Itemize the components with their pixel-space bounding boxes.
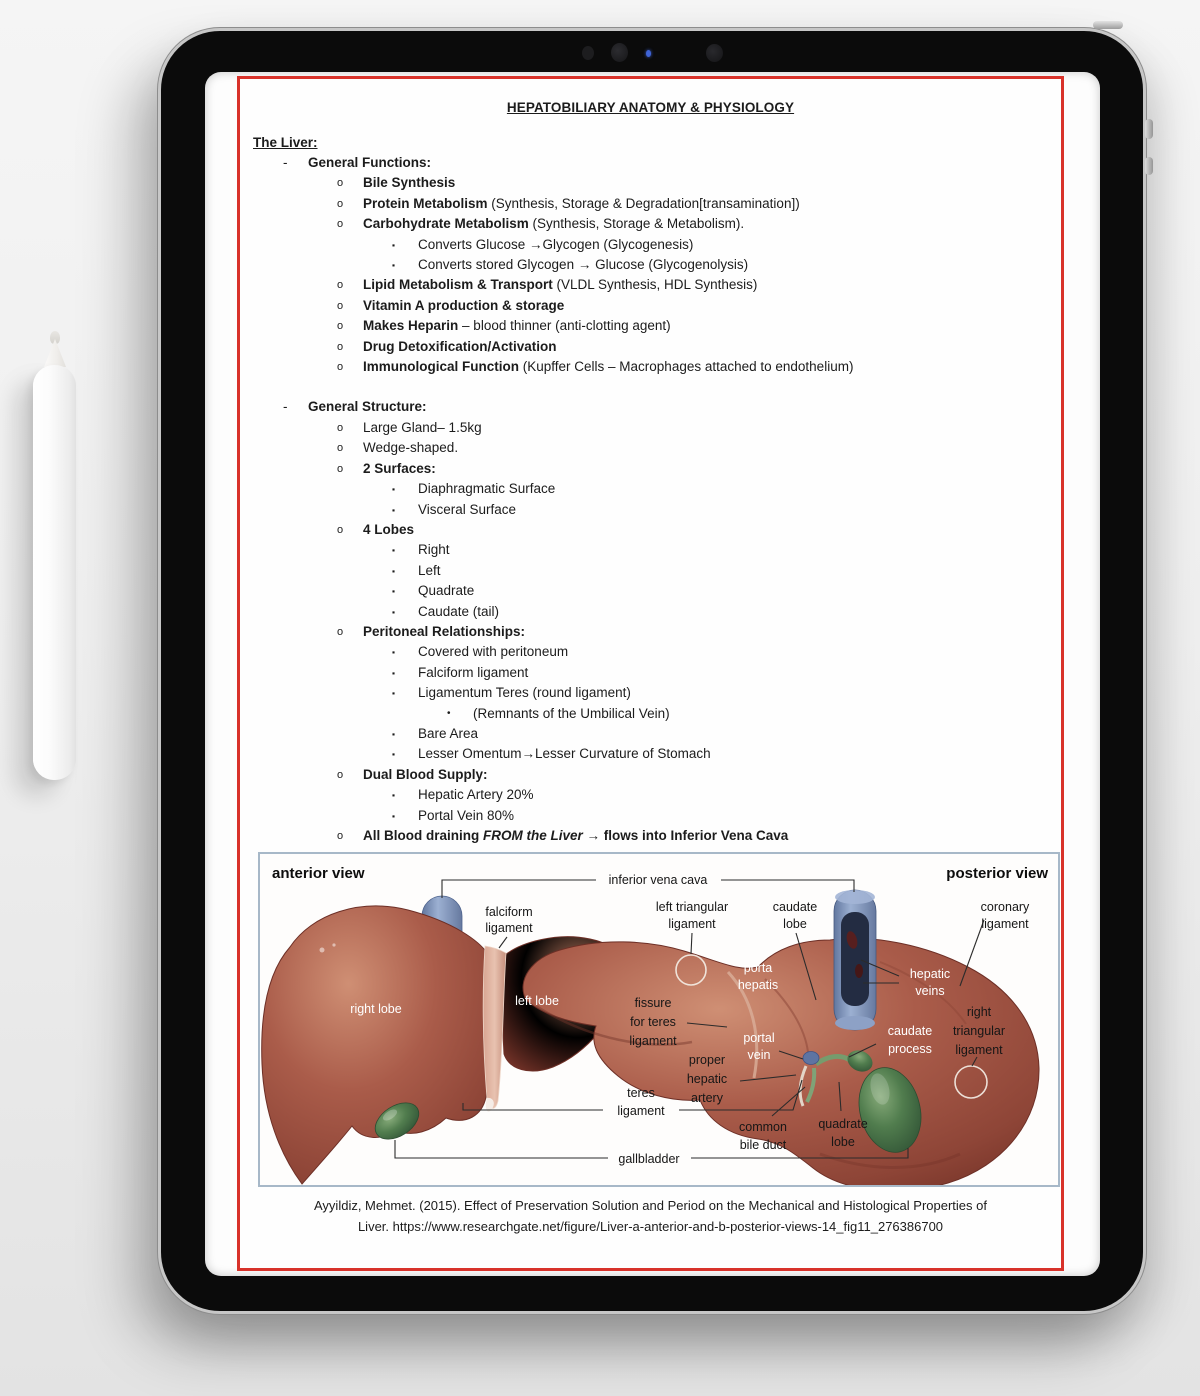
right-triangular-label: triangular: [952, 1024, 1006, 1039]
note-line: [240, 275, 1061, 295]
right-triangular-label: ligament: [955, 1043, 1003, 1058]
bullet-sq: ▪: [392, 790, 396, 801]
porta-hepatis-label: porta: [743, 961, 773, 976]
proper-hepatic-label: artery: [691, 1091, 723, 1106]
bullet-o: o: [337, 442, 344, 455]
bullet-dash: -: [283, 399, 288, 415]
left-lobe-label: left lobe: [515, 994, 559, 1009]
note-line: [240, 724, 1061, 744]
note-line: [240, 765, 1061, 785]
note-line: [240, 337, 1061, 357]
porta-hepatis-label: hepatis: [737, 978, 779, 993]
note-line: [240, 479, 1061, 499]
left-triangular-label: left triangular: [655, 900, 729, 915]
note-text: Portal Vein 80%: [418, 807, 515, 823]
note-line: [240, 785, 1061, 805]
note-text: Falciform ligament: [418, 664, 529, 680]
posterior-view-label: posterior view: [946, 865, 1048, 883]
bullet-sq: ▪: [392, 484, 396, 495]
quadrate-label: lobe: [831, 1135, 855, 1150]
citation: [240, 1195, 1061, 1237]
coronary-label: ligament: [981, 917, 1029, 932]
note-text: Immunological Function (Kupffer Cells – Macrophages attached to endothelium): [363, 359, 854, 375]
bullet-sq: ▪: [392, 647, 396, 658]
common-bile-label: bile duct: [739, 1138, 787, 1153]
note-line: [240, 459, 1061, 479]
note-line: [240, 826, 1061, 846]
caudate-lobe-label: caudate: [772, 900, 818, 915]
citation-line: Ayyildiz, Mehmet. (2015). Effect of Preservation Solution and Period on the Mechanical and Histological Properties of: [314, 1198, 987, 1214]
note-text: Bare Area: [418, 725, 479, 741]
note-text: (Remnants of the Umbilical Vein): [473, 705, 670, 721]
pencil-tip: [44, 339, 66, 367]
note-text: Large Gland– 1.5kg: [363, 419, 482, 435]
bullet-o: o: [337, 768, 344, 781]
note-text: 4 Lobes: [363, 521, 415, 537]
tablet-screen[interactable]: [205, 72, 1100, 1276]
note-text: Right: [418, 542, 450, 558]
notes-list: [240, 153, 1061, 846]
note-line: [240, 520, 1061, 540]
bullet-o: o: [337, 361, 344, 374]
note-line: [240, 642, 1061, 662]
bullet-sq: ▪: [392, 810, 396, 821]
bullet-sq: ▪: [392, 260, 396, 271]
portal-vein-label: portal: [743, 1031, 775, 1046]
falciform-label: ligament: [485, 921, 533, 936]
note-text: Caudate (tail): [418, 603, 500, 619]
note-line: [240, 602, 1061, 622]
note-text: Converts stored Glycogen → Glucose (Glycogenolysis): [418, 257, 749, 273]
bullet-dot: •: [447, 707, 451, 719]
note-text: Protein Metabolism (Synthesis, Storage & Degradation[transamination]): [363, 195, 800, 211]
apple-pencil: [33, 324, 77, 780]
bullet-sq: ▪: [392, 565, 396, 576]
volume-down-button[interactable]: [1145, 157, 1153, 175]
bullet-o: o: [337, 218, 344, 231]
note-text: Hepatic Artery 20%: [418, 787, 534, 803]
bullet-o: o: [337, 340, 344, 353]
bullet-sq: ▪: [392, 688, 396, 699]
note-text: Left: [418, 562, 441, 578]
bullet-sq: ▪: [392, 606, 396, 617]
note-text: Peritoneal Relationships:: [363, 623, 526, 639]
note-text: Makes Heparin – blood thinner (anti-clotting agent): [363, 318, 671, 334]
bullet-o: o: [337, 320, 344, 333]
bullet-o: o: [337, 177, 344, 190]
document-page: [237, 76, 1064, 1271]
note-line: [240, 561, 1061, 581]
note-line: [240, 418, 1061, 438]
power-button[interactable]: [1093, 21, 1123, 29]
bullet-dash: -: [283, 155, 288, 170]
section-heading: The Liver:: [253, 135, 318, 150]
anterior-view-label: anterior view: [272, 865, 365, 883]
note-line: [240, 296, 1061, 316]
note-text: Dual Blood Supply:: [363, 766, 488, 782]
note-line: [240, 173, 1061, 193]
bullet-sq: ▪: [392, 667, 396, 678]
caudate-lobe-label: lobe: [783, 917, 807, 932]
note-line: [240, 235, 1061, 255]
bullet-o: o: [337, 299, 344, 312]
tablet-device: [158, 28, 1146, 1314]
note-text: Converts Glucose →Glycogen (Glycogenesis): [418, 236, 694, 252]
gallbladder-label: gallbladder: [618, 1152, 680, 1167]
liver-diagram: [260, 854, 1058, 1185]
coronary-label: coronary: [980, 900, 1030, 915]
right-triangular-label: right: [966, 1005, 992, 1020]
portal-vein-label: vein: [747, 1048, 771, 1063]
note-line: [240, 316, 1061, 336]
camera-sensor-icon: [706, 44, 723, 62]
note-line: [240, 500, 1061, 520]
bullet-sq: ▪: [392, 239, 396, 250]
bullet-o: o: [337, 523, 344, 536]
note-line: [240, 397, 1061, 417]
bullet-sq: ▪: [392, 749, 396, 760]
proper-hepatic-label: proper: [688, 1053, 726, 1068]
hepatic-veins-label: veins: [915, 984, 945, 999]
anterior-liver-illustration: [262, 896, 629, 1184]
note-text: Vitamin A production & storage: [363, 297, 565, 313]
note-line: [240, 540, 1061, 560]
bullet-o: o: [337, 830, 344, 842]
fissure-label: fissure: [634, 996, 672, 1011]
page-title: HEPATOBILIARY ANATOMY & PHYSIOLOGY: [506, 100, 795, 115]
note-text: General Structure:: [308, 399, 427, 415]
portal-vein-shape: [803, 1052, 819, 1065]
bullet-o: o: [337, 625, 344, 638]
note-text: 2 Surfaces:: [363, 460, 436, 476]
note-text: Drug Detoxification/Activation: [363, 338, 557, 354]
falciform-ligament-shape: [483, 946, 506, 1108]
volume-up-button[interactable]: [1145, 119, 1153, 139]
note-text: General Functions:: [308, 155, 432, 170]
liver-figure: [258, 852, 1060, 1187]
common-bile-label: common: [739, 1120, 787, 1135]
left-triangular-label: ligament: [668, 917, 716, 932]
note-text: Quadrate: [418, 583, 475, 599]
note-line: [240, 704, 1061, 724]
note-line: [240, 622, 1061, 642]
bullet-o: o: [337, 462, 344, 475]
bullet-sq: ▪: [392, 504, 396, 515]
falciform-label: falciform: [485, 905, 533, 920]
bullet-o: o: [337, 197, 344, 210]
note-line: [240, 153, 1061, 173]
note-line: [240, 581, 1061, 601]
note-text: Lipid Metabolism & Transport (VLDL Synthesis, HDL Synthesis): [363, 277, 758, 293]
camera-sensor-icon: [582, 46, 594, 60]
bullet-sq: ▪: [392, 728, 396, 739]
citation-line: Liver. https://www.researchgate.net/figure/Liver-a-anterior-and-b-posterior-views-14_fig11_276386700: [357, 1219, 944, 1235]
note-text: Carbohydrate Metabolism (Synthesis, Storage & Metabolism).: [363, 216, 745, 232]
note-line: [240, 214, 1061, 234]
note-line: [240, 194, 1061, 214]
bullet-sq: ▪: [392, 545, 396, 556]
vena-cava-cylinder: [834, 890, 876, 1030]
caudate-process-label: process: [888, 1042, 932, 1057]
note-text: Diaphragmatic Surface: [418, 481, 556, 497]
note-text: Wedge-shaped.: [363, 440, 459, 456]
teres-label: teres: [627, 1086, 655, 1101]
right-lobe-label: right lobe: [350, 1002, 402, 1017]
quadrate-label: quadrate: [818, 1117, 868, 1132]
note-line: [240, 744, 1061, 764]
proper-hepatic-label: hepatic: [686, 1072, 728, 1087]
caudate-process-label: caudate: [887, 1024, 933, 1039]
note-text: Lesser Omentum→Lesser Curvature of Stomach: [418, 746, 711, 762]
note-line: [240, 438, 1061, 458]
note-line: [240, 255, 1061, 275]
note-text: Covered with peritoneum: [418, 644, 569, 660]
right-lobe-shape: [262, 906, 491, 1184]
front-camera-icon: [611, 43, 628, 62]
fissure-label: ligament: [629, 1034, 677, 1049]
note-line: [240, 663, 1061, 683]
pencil-body: [33, 365, 76, 780]
note-text: Ligamentum Teres (round ligament): [418, 685, 631, 701]
bullet-o: o: [337, 421, 344, 434]
note-text: All Blood draining FROM the Liver → flows into Inferior Vena Cava: [363, 828, 789, 843]
note-line: [240, 683, 1061, 703]
ivc-label: inferior vena cava: [608, 873, 708, 888]
hepatic-veins-label: hepatic: [909, 967, 951, 982]
teres-label: ligament: [617, 1104, 665, 1119]
bullet-sq: ▪: [392, 586, 396, 597]
note-line: [240, 806, 1061, 826]
note-text: Visceral Surface: [418, 501, 517, 517]
note-line: [240, 357, 1061, 377]
note-text: Bile Synthesis: [363, 175, 456, 191]
fissure-label: for teres: [630, 1015, 676, 1030]
bullet-o: o: [337, 279, 344, 292]
camera-indicator-icon: [646, 50, 651, 57]
